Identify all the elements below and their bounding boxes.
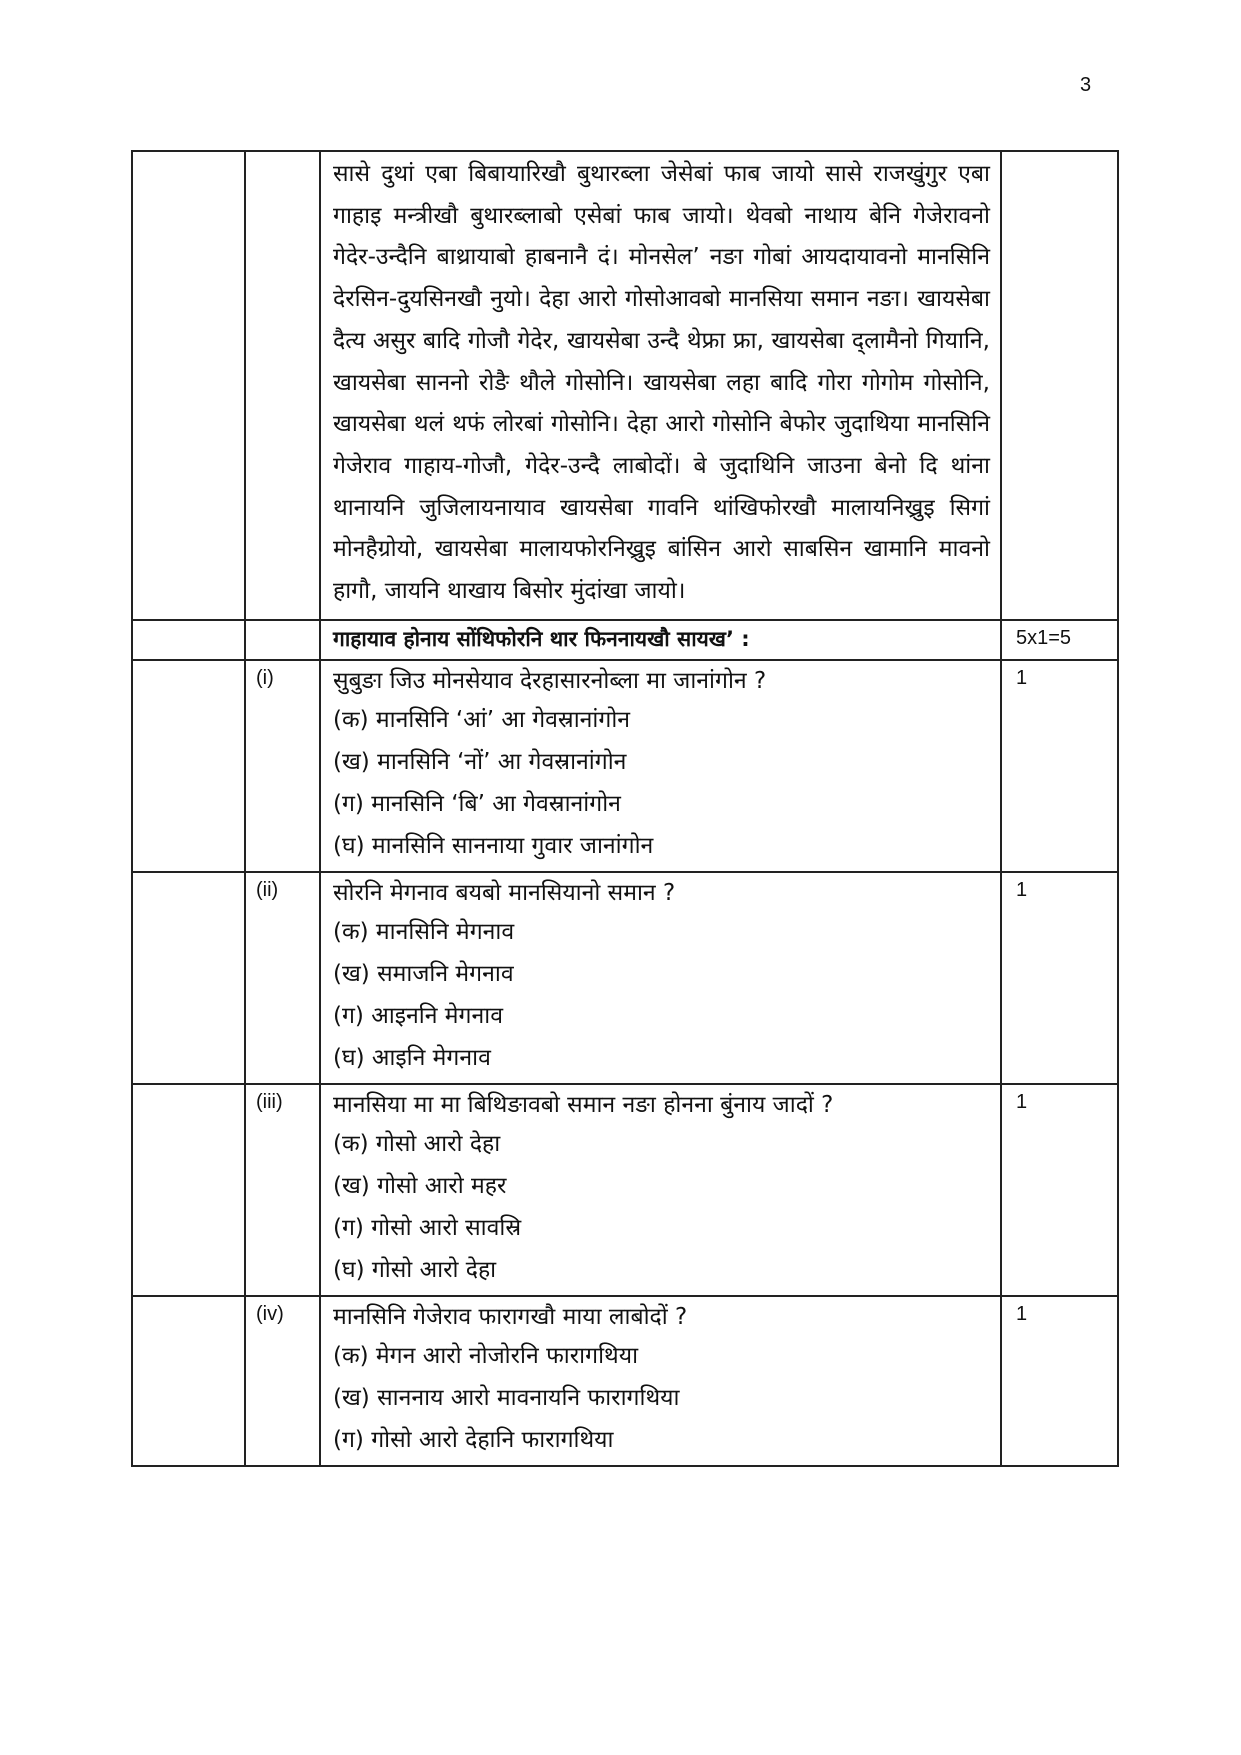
question-row [132,1296,1118,1466]
option-ka: (क) मानसिनि ‘आं’ आ गेवस्रानांगोन [333,706,631,733]
instruction-cell [320,620,1001,660]
option-ga: (ग) गोसो आरो सावस्रि [333,1214,522,1241]
option-ka: (क) मेगन आरो नोजोरनि फारागथिया [333,1342,639,1369]
passage-text: सासे दुथां एबा बिबायारिखौ बुथारब्ला जेसेबां फाब जायो सासे राजखुंगुर एबा गाहाइ मन्त्रीखौ बुथारब्लाबो एसेबां फाब जायो। थेवबो नाथाय बेनि गेजेरावनो गेदेर-उन्दैनि बाथ्रायाबो हाबनानै दं। मोनसेल’ नङा गोबां आयदायावनो मानसिनि देरसिन-दुयसिनखौ नुयो। देहा आरो गोसोआवबो मानसिया समान नङा। खायसेबा दैत्य असुर बादि गोजौ गेदेर, खायसेबा उन्दै थेफ्रा फ्रा, खायसेबा द्लामैनो गियानि, खायसेबा साननो रोङै थौले गोसोनि। खायसेबा लहा बादि गोरा गोगोम गोसोनि, खायसेबा थलं थफं लोरबां गोसोनि। देहा आरो गोसोनि बेफोर जुदाथिया मानसिनि गेजेराव गाहाय-गोजौ, गेदेर-उन्दै लाबोदों। बे जुदाथिनि जाउना बेनो दि थांना थानायनि जुजिलायनायाव खायसेबा गावनि थांखिफोरखौ मालायनिख्रुइ सिगां मोनहैग्रोयो, खायसेबा मालायफोरनिख्रुइ बांसिन आरो साबसिन खामानि मावनो हागौ, जायनि थाखाय बिसोर मुंदांखा जायो। [333,161,990,605]
question-row [132,872,1118,1084]
empty-cell [132,660,245,872]
option-kha: (ख) समाजनि मेगनाव [333,960,514,987]
option-gha: (घ) आइनि मेगनाव [333,1044,491,1071]
question-row [132,660,1118,872]
option-kha: (ख) मानसिनि ‘नों’ आ गेवस्रानांगोन [333,748,627,775]
option-gha: (घ) गोसो आरो देहा [333,1256,497,1283]
question-text: सुबुङा जिउ मोनसेयाव देरहासारनोब्ला मा जानांगोन ? [333,667,767,694]
question-marks-cell [1001,1296,1118,1466]
instruction-text: गाहायाव होनाय सोंथिफोरनि थार फिननायखौ सायख’ : [333,626,750,651]
question-text: सोरनि मेगनाव बयबो मानसियानो समान ? [333,879,676,906]
empty-cell [132,151,245,620]
option-kha: (ख) साननाय आरो मावनायनि फारागथिया [333,1384,680,1411]
empty-cell [245,151,320,620]
option-ga: (ग) आइननि मेगनाव [333,1002,504,1029]
option-ga: (ग) मानसिनि ‘बि’ आ गेवस्रानांगोन [333,790,621,817]
question-number-cell [245,872,320,1084]
question-row [132,1084,1118,1296]
question-number: (i) [256,666,274,689]
question-table [131,150,1119,1467]
option-kha: (ख) गोसो आरो महर [333,1172,507,1199]
question-number-cell [245,1084,320,1296]
question-text: मानसिया मा मा बिथिङावबो समान नङा होनना बुंनाय जादों ? [333,1091,834,1118]
empty-cell [132,1084,245,1296]
question-marks-cell [1001,872,1118,1084]
question-text: मानसिनि गेजेराव फारागखौ माया लाबोदों ? [333,1303,688,1330]
page-number: 3 [1080,74,1092,96]
instruction-marks: 5x1=5 [1016,626,1072,649]
question-number: (ii) [256,878,279,901]
question-cell [320,1296,1001,1466]
question-marks: 1 [1016,666,1028,689]
empty-cell [132,620,245,660]
question-number-cell [245,1296,320,1466]
passage-cell [320,151,1001,620]
empty-cell [245,620,320,660]
instruction-marks-cell [1001,620,1118,660]
option-ka: (क) गोसो आरो देहा [333,1130,501,1157]
question-cell [320,1084,1001,1296]
option-gha: (घ) मानसिनि साननाया गुवार जानांगोन [333,832,654,859]
empty-cell [132,1296,245,1466]
option-ga: (ग) गोसो आरो देहानि फारागथिया [333,1426,614,1453]
question-marks: 1 [1016,878,1028,901]
passage-row [132,151,1118,620]
question-marks-cell [1001,660,1118,872]
question-number-cell [245,660,320,872]
empty-cell [132,872,245,1084]
empty-cell [1001,151,1118,620]
question-number: (iv) [256,1302,284,1325]
question-marks-cell [1001,1084,1118,1296]
question-cell [320,660,1001,872]
instruction-row [132,620,1118,660]
question-number: (iii) [256,1090,283,1113]
question-cell [320,872,1001,1084]
question-marks: 1 [1016,1090,1028,1113]
option-ka: (क) मानसिनि मेगनाव [333,918,515,945]
question-marks: 1 [1016,1302,1028,1325]
